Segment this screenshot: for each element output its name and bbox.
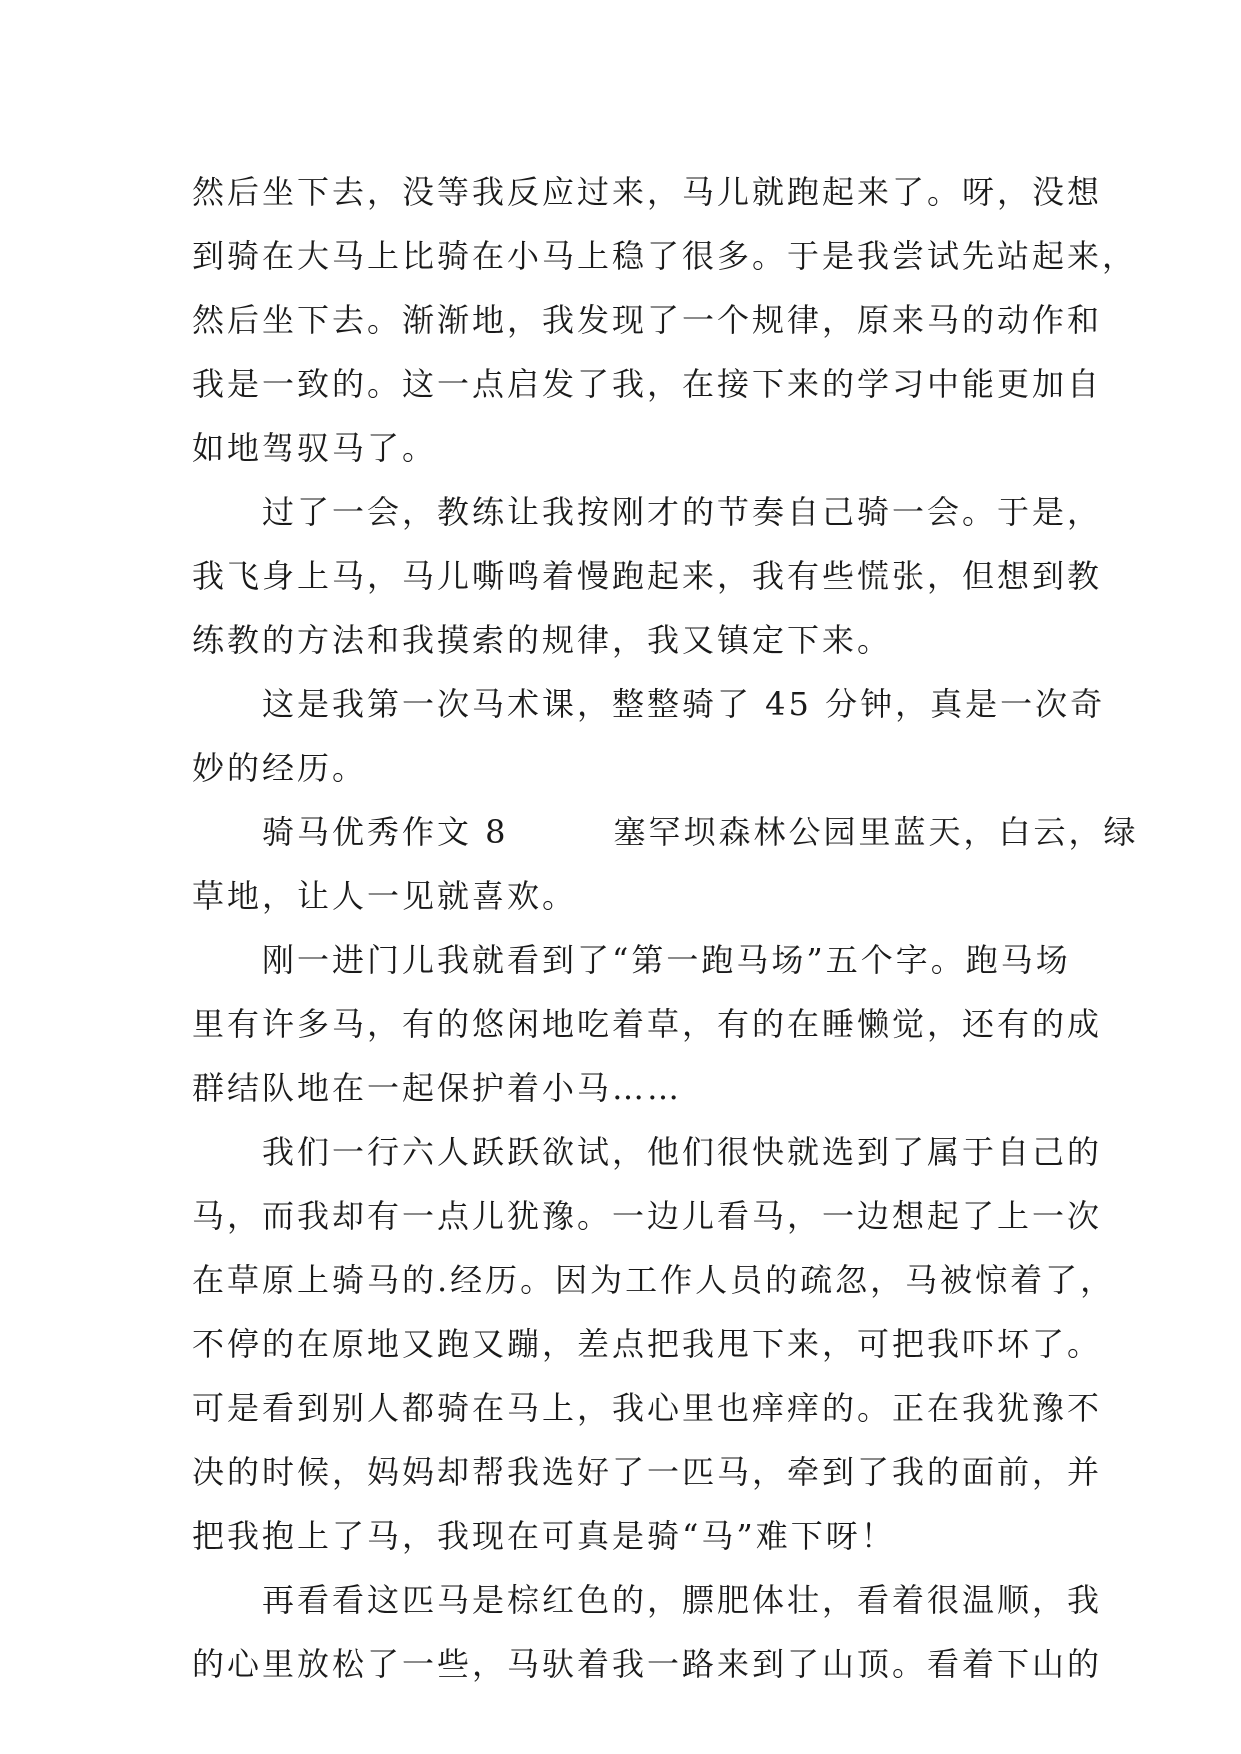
text-line: 妙的经历。 — [192, 749, 368, 787]
text-line: 里有许多马，有的悠闲地吃着草，有的在睡懒觉，还有的成 — [192, 1005, 1103, 1043]
text-line: 不停的在原地又跑又蹦，差点把我甩下来，可把我吓坏了。 — [192, 1325, 1103, 1363]
text-line: 群结队地在一起保护着小马…… — [192, 1069, 683, 1107]
text-line: 马，而我却有一点儿犹豫。一边儿看马，一边想起了上一次 — [192, 1197, 1103, 1235]
text-line: 过了一会，教练让我按刚才的节奏自己骑一会。于是， — [192, 493, 1103, 531]
text-line: 然后坐下去，没等我反应过来，马儿就跑起来了。呀，没想 — [192, 173, 1103, 211]
section-heading-line: 骑马优秀作文 8 塞罕坝森林公园里蓝天，白云，绿 — [192, 813, 1139, 851]
text-line: 我是一致的。这一点启发了我，在接下来的学习中能更加自 — [192, 365, 1103, 403]
text-line: 再看看这匹马是棕红色的，膘肥体壮，看着很温顺，我 — [192, 1581, 1103, 1619]
text-line: 我飞身上马，马儿嘶鸣着慢跑起来，我有些慌张，但想到教 — [192, 557, 1103, 595]
essay-text — [192, 160, 1139, 1696]
text-line: 决的时候，妈妈却帮我选好了一匹马，牵到了我的面前，并 — [192, 1453, 1103, 1491]
text-line: 这是我第一次马术课，整整骑了 45 分钟，真是一次奇 — [192, 685, 1106, 723]
text-line: 在草原上骑马的.经历。因为工作人员的疏忽，马被惊着了， — [192, 1261, 1116, 1299]
text-line: 我们一行六人跃跃欲试，他们很快就选到了属于自己的 — [192, 1133, 1103, 1171]
text-line: 到骑在大马上比骑在小马上稳了很多。于是我尝试先站起来， — [192, 237, 1138, 275]
text-line: 草地，让人一见就喜欢。 — [192, 877, 578, 915]
text-line: 的心里放松了一些，马驮着我一路来到了山顶。看着下山的 — [192, 1645, 1103, 1683]
text-line: 然后坐下去。渐渐地，我发现了一个规律，原来马的动作和 — [192, 301, 1103, 339]
text-line: 刚一进门儿我就看到了“第一跑马场”五个字。跑马场 — [192, 941, 1071, 979]
text-line: 把我抱上了马，我现在可真是骑“马”难下呀！ — [192, 1517, 896, 1555]
text-line: 可是看到别人都骑在马上，我心里也痒痒的。正在我犹豫不 — [192, 1389, 1103, 1427]
text-line: 如地驾驭马了。 — [192, 429, 438, 467]
text-line: 练教的方法和我摸索的规律，我又镇定下来。 — [192, 621, 893, 659]
